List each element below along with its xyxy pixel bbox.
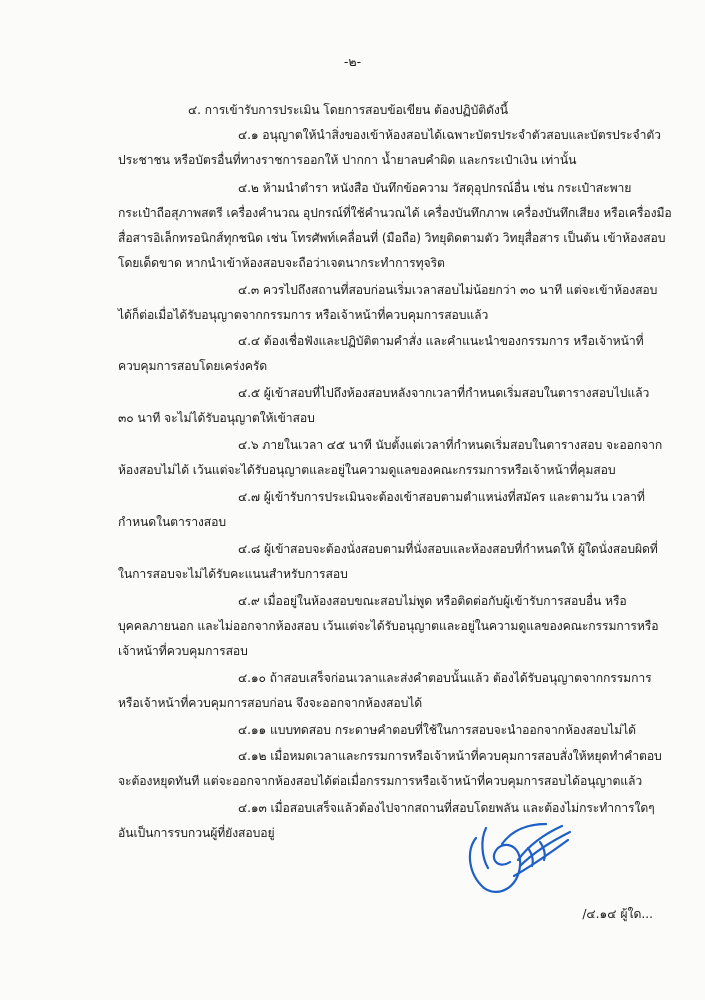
continuation-footer: /๔.๑๔ ผู้ใด... <box>582 907 653 921</box>
text-line: ห้องสอบไม่ได้ เว้นแต่จะได้รับอนุญาตและอยู่ในความดูแลของคณะกรรมการหรือเจ้าหน้าที่คุมสอบ <box>118 463 616 477</box>
text-line: ๔.๘ ผู้เข้าสอบจะต้องนั่งสอบตามที่นั่งสอบและห้องสอบที่กำหนดให้ ผู้ใดนั่งสอบผิดที่ <box>238 542 658 556</box>
text-line: ๔.๖ ภายในเวลา ๔๕ นาที นับตั้งแต่เวลาที่กำหนดเริ่มสอบในตารางสอบ จะออกจาก <box>238 438 663 452</box>
section-heading: ๔. การเข้ารับการประเมิน โดยการสอบข้อเขียน ต้องปฏิบัติดังนี้ <box>188 103 508 117</box>
page-number: -๒- <box>343 54 362 69</box>
text-line: ๔.๗ ผู้เข้ารับการประเมินจะต้องเข้าสอบตามตำแหน่งที่สมัคร และตามวัน เวลาที่ <box>238 490 645 504</box>
text-line: ได้ก็ต่อเมื่อได้รับอนุญาตจากกรรมการ หรือเจ้าหน้าที่ควบคุมการสอบแล้ว <box>118 308 489 322</box>
text-line: ควบคุมการสอบโดยเคร่งครัด <box>118 359 268 373</box>
text-line: อันเป็นการรบกวนผู้ที่ยังสอบอยู่ <box>118 826 275 840</box>
text-line: ในการสอบจะไม่ได้รับคะแนนสำหรับการสอบ <box>118 567 348 581</box>
text-line: ประชาชน หรือบัตรอื่นที่ทางราชการออกให้ ปากกา น้ำยาลบคำผิด และกระเป๋าเงิน เท่านั้น <box>118 153 577 167</box>
signature <box>458 818 578 898</box>
text-line: กำหนดในตารางสอบ <box>118 515 226 529</box>
text-line: โดยเด็ดขาด หากนำเข้าห้องสอบจะถือว่าเจตนากระทำการทุจริต <box>118 256 445 270</box>
text-line: ๔.๑๐ ถ้าสอบเสร็จก่อนเวลาและส่งคำตอบนั้นแล้ว ต้องได้รับอนุญาตจากกรรมการ <box>238 671 652 685</box>
text-line: ๔.๑๓ เมื่อสอบเสร็จแล้วต้องไปจากสถานที่สอบโดยพลัน และต้องไม่กระทำการใดๆ <box>238 801 655 815</box>
text-line: สื่อสารอิเล็กทรอนิกส์ทุกชนิด เช่น โทรศัพท์เคลื่อนที่ (มือถือ) วิทยุติดตามตัว วิทยุสื่อสาร เป็นต้น เข้าห้องสอบ <box>118 231 666 245</box>
text-line: ๔.๑ อนุญาตให้นำสิ่งของเข้าห้องสอบได้เฉพาะบัตรประจำตัวสอบและบัตรประจำตัว <box>238 128 661 142</box>
text-line: จะต้องหยุดทันที แต่จะออกจากห้องสอบได้ต่อเมื่อกรรมการหรือเจ้าหน้าที่ควบคุมการสอบได้อนุญาตแล้ว <box>118 774 643 788</box>
text-line: ๔.๓ ควรไปถึงสถานที่สอบก่อนเริ่มเวลาสอบไม่น้อยกว่า ๓๐ นาที แต่จะเข้าห้องสอบ <box>238 283 658 297</box>
text-line: กระเป๋าถือสุภาพสตรี เครื่องคำนวณ อุปกรณ์ที่ใช้คำนวณได้ เครื่องบันทึกภาพ เครื่องบันทึกเสียง หรือเครื่องมือ <box>118 206 672 220</box>
text-line: ๔.๕ ผู้เข้าสอบที่ไปถึงห้องสอบหลังจากเวลาที่กำหนดเริ่มสอบในตารางสอบไปแล้ว <box>238 386 650 400</box>
text-line: บุคคลภายนอก และไม่ออกจากห้องสอบ เว้นแต่จะได้รับอนุญาตและอยู่ในความดูแลของคณะกรรมการหรือ <box>118 619 659 633</box>
text-line: ๔.๙ เมื่ออยู่ในห้องสอบขณะสอบไม่พูด หรือติดต่อกับผู้เข้ารับการสอบอื่น หรือ <box>238 594 627 608</box>
text-line: เจ้าหน้าที่ควบคุมการสอบ <box>118 644 248 658</box>
text-line: ๓๐ นาที จะไม่ได้รับอนุญาตให้เข้าสอบ <box>118 411 315 425</box>
text-line: ๔.๑๒ เมื่อหมดเวลาและกรรมการหรือเจ้าหน้าที่ควบคุมการสอบสั่งให้หยุดทำคำตอบ <box>238 749 662 763</box>
text-line: ๔.๒ ห้ามนำตำรา หนังสือ บันทึกข้อความ วัสดุอุปกรณ์อื่น เช่น กระเป๋าสะพาย <box>238 181 632 195</box>
text-line: ๔.๑๑ แบบทดสอบ กระดาษคำตอบที่ใช้ในการสอบจะนำออกจากห้องสอบไม่ได้ <box>238 723 636 737</box>
text-line: ๔.๔ ต้องเชื่อฟังและปฏิบัติตามคำสั่ง และคำแนะนำของกรรมการ หรือเจ้าหน้าที่ <box>238 334 644 348</box>
text-line: หรือเจ้าหน้าที่ควบคุมการสอบก่อน จึงจะออกจากห้องสอบได้ <box>118 696 423 710</box>
